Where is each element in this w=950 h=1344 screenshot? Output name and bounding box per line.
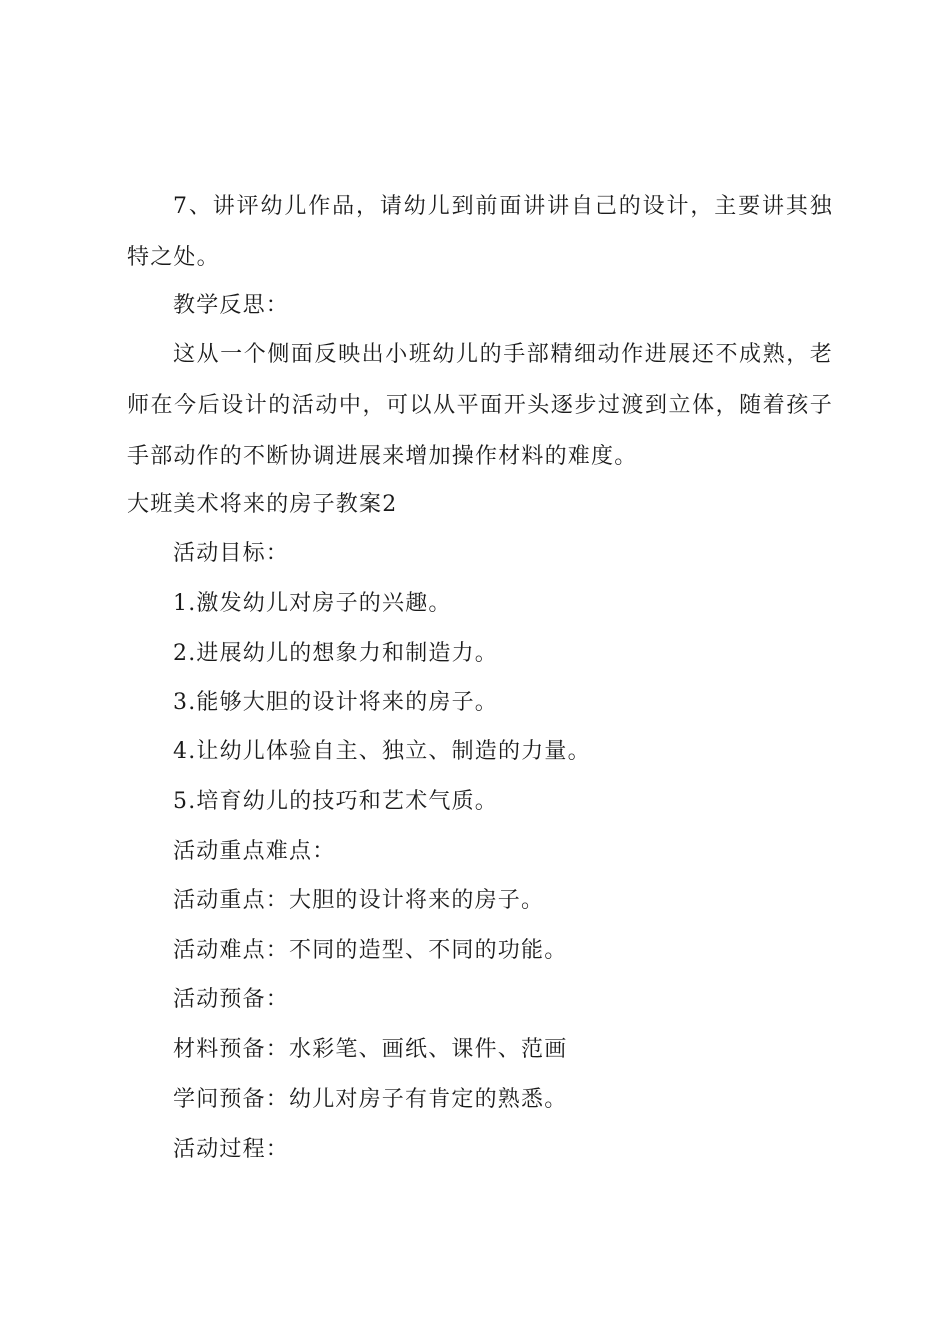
goal-item: 1.激发幼儿对房子的兴趣。 [173, 591, 452, 616]
goal-item: 4.让幼儿体验自主、独立、制造的力量。 [173, 739, 591, 764]
goal-item: 2.进展幼儿的想象力和制造力。 [173, 641, 498, 666]
goal-item: 5.培育幼儿的技巧和艺术气质。 [173, 789, 498, 814]
goals-heading: 活动目标： [173, 541, 290, 566]
paragraph-critique: 7、讲评幼儿作品，请幼儿到前面讲讲自己的设计，主要讲其独特之处。 [127, 194, 833, 270]
knowledge-prep: 学问预备：幼儿对房子有肯定的熟悉。 [173, 1087, 568, 1112]
goal-item: 3.能够大胆的设计将来的房子。 [173, 690, 498, 715]
prep-heading: 活动预备： [173, 987, 290, 1012]
key-point: 活动重点：大胆的设计将来的房子。 [173, 888, 545, 913]
process-heading: 活动过程： [173, 1137, 290, 1162]
difficulty-point: 活动难点：不同的造型、不同的功能。 [173, 938, 568, 963]
section-title: 大班美术将来的房子教案2 [127, 492, 398, 517]
paragraph-reflection: 这从一个侧面反映出小班幼儿的手部精细动作进展还不成熟，老师在今后设计的活动中，可以从平面开头逐步过渡到立体，随着孩子手部动作的不断协调进展来增加操作材料的难度。 [127, 342, 833, 469]
reflection-heading: 教学反思： [173, 293, 290, 318]
material-prep: 材料预备：水彩笔、画纸、课件、范画 [173, 1037, 568, 1062]
key-points-heading: 活动重点难点： [173, 839, 336, 864]
